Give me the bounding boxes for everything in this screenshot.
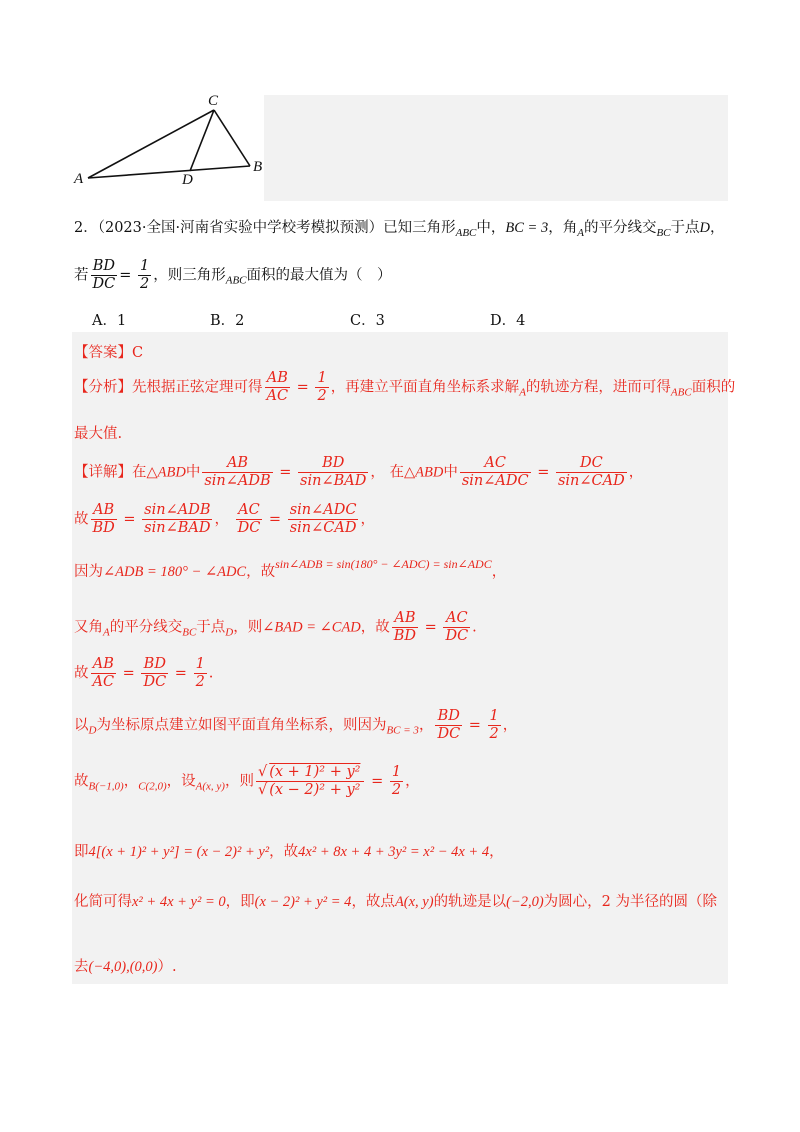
problem-number: 2． [74,220,98,236]
triangle-figure [60,88,270,198]
analysis-line-2: 最大值. [74,426,123,442]
label-b: B [253,159,263,175]
analysis-label: 【分析】 [74,379,132,396]
detail-label: 【详解】 [74,464,132,481]
fraction-half: $\frac{1}{2}$ [140,258,150,292]
answer-value: C [132,345,144,361]
label-a: A [74,171,84,187]
answer-line [74,341,143,362]
detail-line-3: 因为∠ADB = 180° − ∠ADC，故$^{sin\angle ADB = sin(180^\circ - \angle ADC) = sin\angle ADC}$， [74,557,507,580]
label-d: D [182,172,193,188]
detail-line-6: 以$_D$为坐标原点建立如图平面直角坐标系，则因为$_{BC = 3}$， $\frac{BD}{DC}$ = $\frac{1}{2}$ ， [74,708,518,742]
option-b: B．2 [210,313,245,329]
problem-line-1: 2．（2023·全国·河南省实验中学校考模拟预测）已知三角形$_{ABC}$中，BC = 3，角$_A$的平分线交$_{BC}$于点D， [74,220,725,239]
fraction-bd-dc: $\frac{BD}{DC}$ [92,258,116,292]
detail-line-9: 化简可得x² + 4x + y² = 0，即(x − 2)² + y² = 4，故点A(x, y)的轨迹是以(−2,0)为圆心，2 为半径的圆（除 [74,894,717,910]
option-a: A．1 [92,313,127,329]
problem-source: （2023·全国·河南省实验中学校考模拟预测） [97,220,384,236]
detail-line-2: 故 $\frac{AB}{BD}$ = $\frac{\text{sin∠ADB}}{\text{sin∠BAD}}$ ， $\frac{AC}{DC}$ = $\frac{\text{sin∠ADC}}{\text{sin∠CAD}}$ ， [74,502,375,536]
detail-line-10: 去(−4,0),(0,0)）. [74,959,177,975]
figure-panel [264,95,728,201]
option-d: D．4 [490,313,526,329]
answer-label: 【答案】 [74,345,132,361]
detail-line-8: 即4[(x + 1)² + y²] = (x − 2)² + y²，故4x² + 8x + 4 + 3y² = x² − 4x + 4， [74,844,504,860]
analysis-line-1: 【分析】先根据正弦定理可得 $\frac{AB}{AC}$ = $\frac{1}{2}$ ，再建立平面直角坐标系求解$_A$的轨迹方程，进而可得$_{ABC}$面积的 [74,370,736,404]
problem-line-2: 若 $\frac{BD}{DC}$ = $\frac{1}{2}$ ，则三角形$_{ABC}$面积的最大值为（ ） [74,258,392,292]
detail-line-4: 又角$_A$的平分线交$_{BC}$于点$_D$，则∠BAD = ∠CAD，故 $\frac{AB}{BD}$ = $\frac{AC}{DC}$ . [74,610,477,644]
detail-line-5: 故 $\frac{AB}{AC}$ = $\frac{BD}{DC}$ = $\frac{1}{2}$ . [74,656,214,690]
label-c: C [208,93,219,109]
detail-line-1: 【详解】在△ABD中 $\frac{AB}{\text{sin∠ADB}}$ = $\frac{BD}{\text{sin∠BAD}}$ ， 在△ABD中 $\frac{AC}{\text{sin∠ADC}}$ = $\frac{DC}{\text{sin∠CAD}}$ ， [74,455,644,489]
option-c: C．3 [350,313,385,329]
detail-line-7: 故$_{B(-1,0)}$，$_{C(2,0)}$，设$_{A(x, y)}$，则 $\frac{\text{√ (x + 1)² + y²}}{\text{√ (x − 2)² + y²}}$ = $\frac{1}{2}$ ， [74,764,420,798]
